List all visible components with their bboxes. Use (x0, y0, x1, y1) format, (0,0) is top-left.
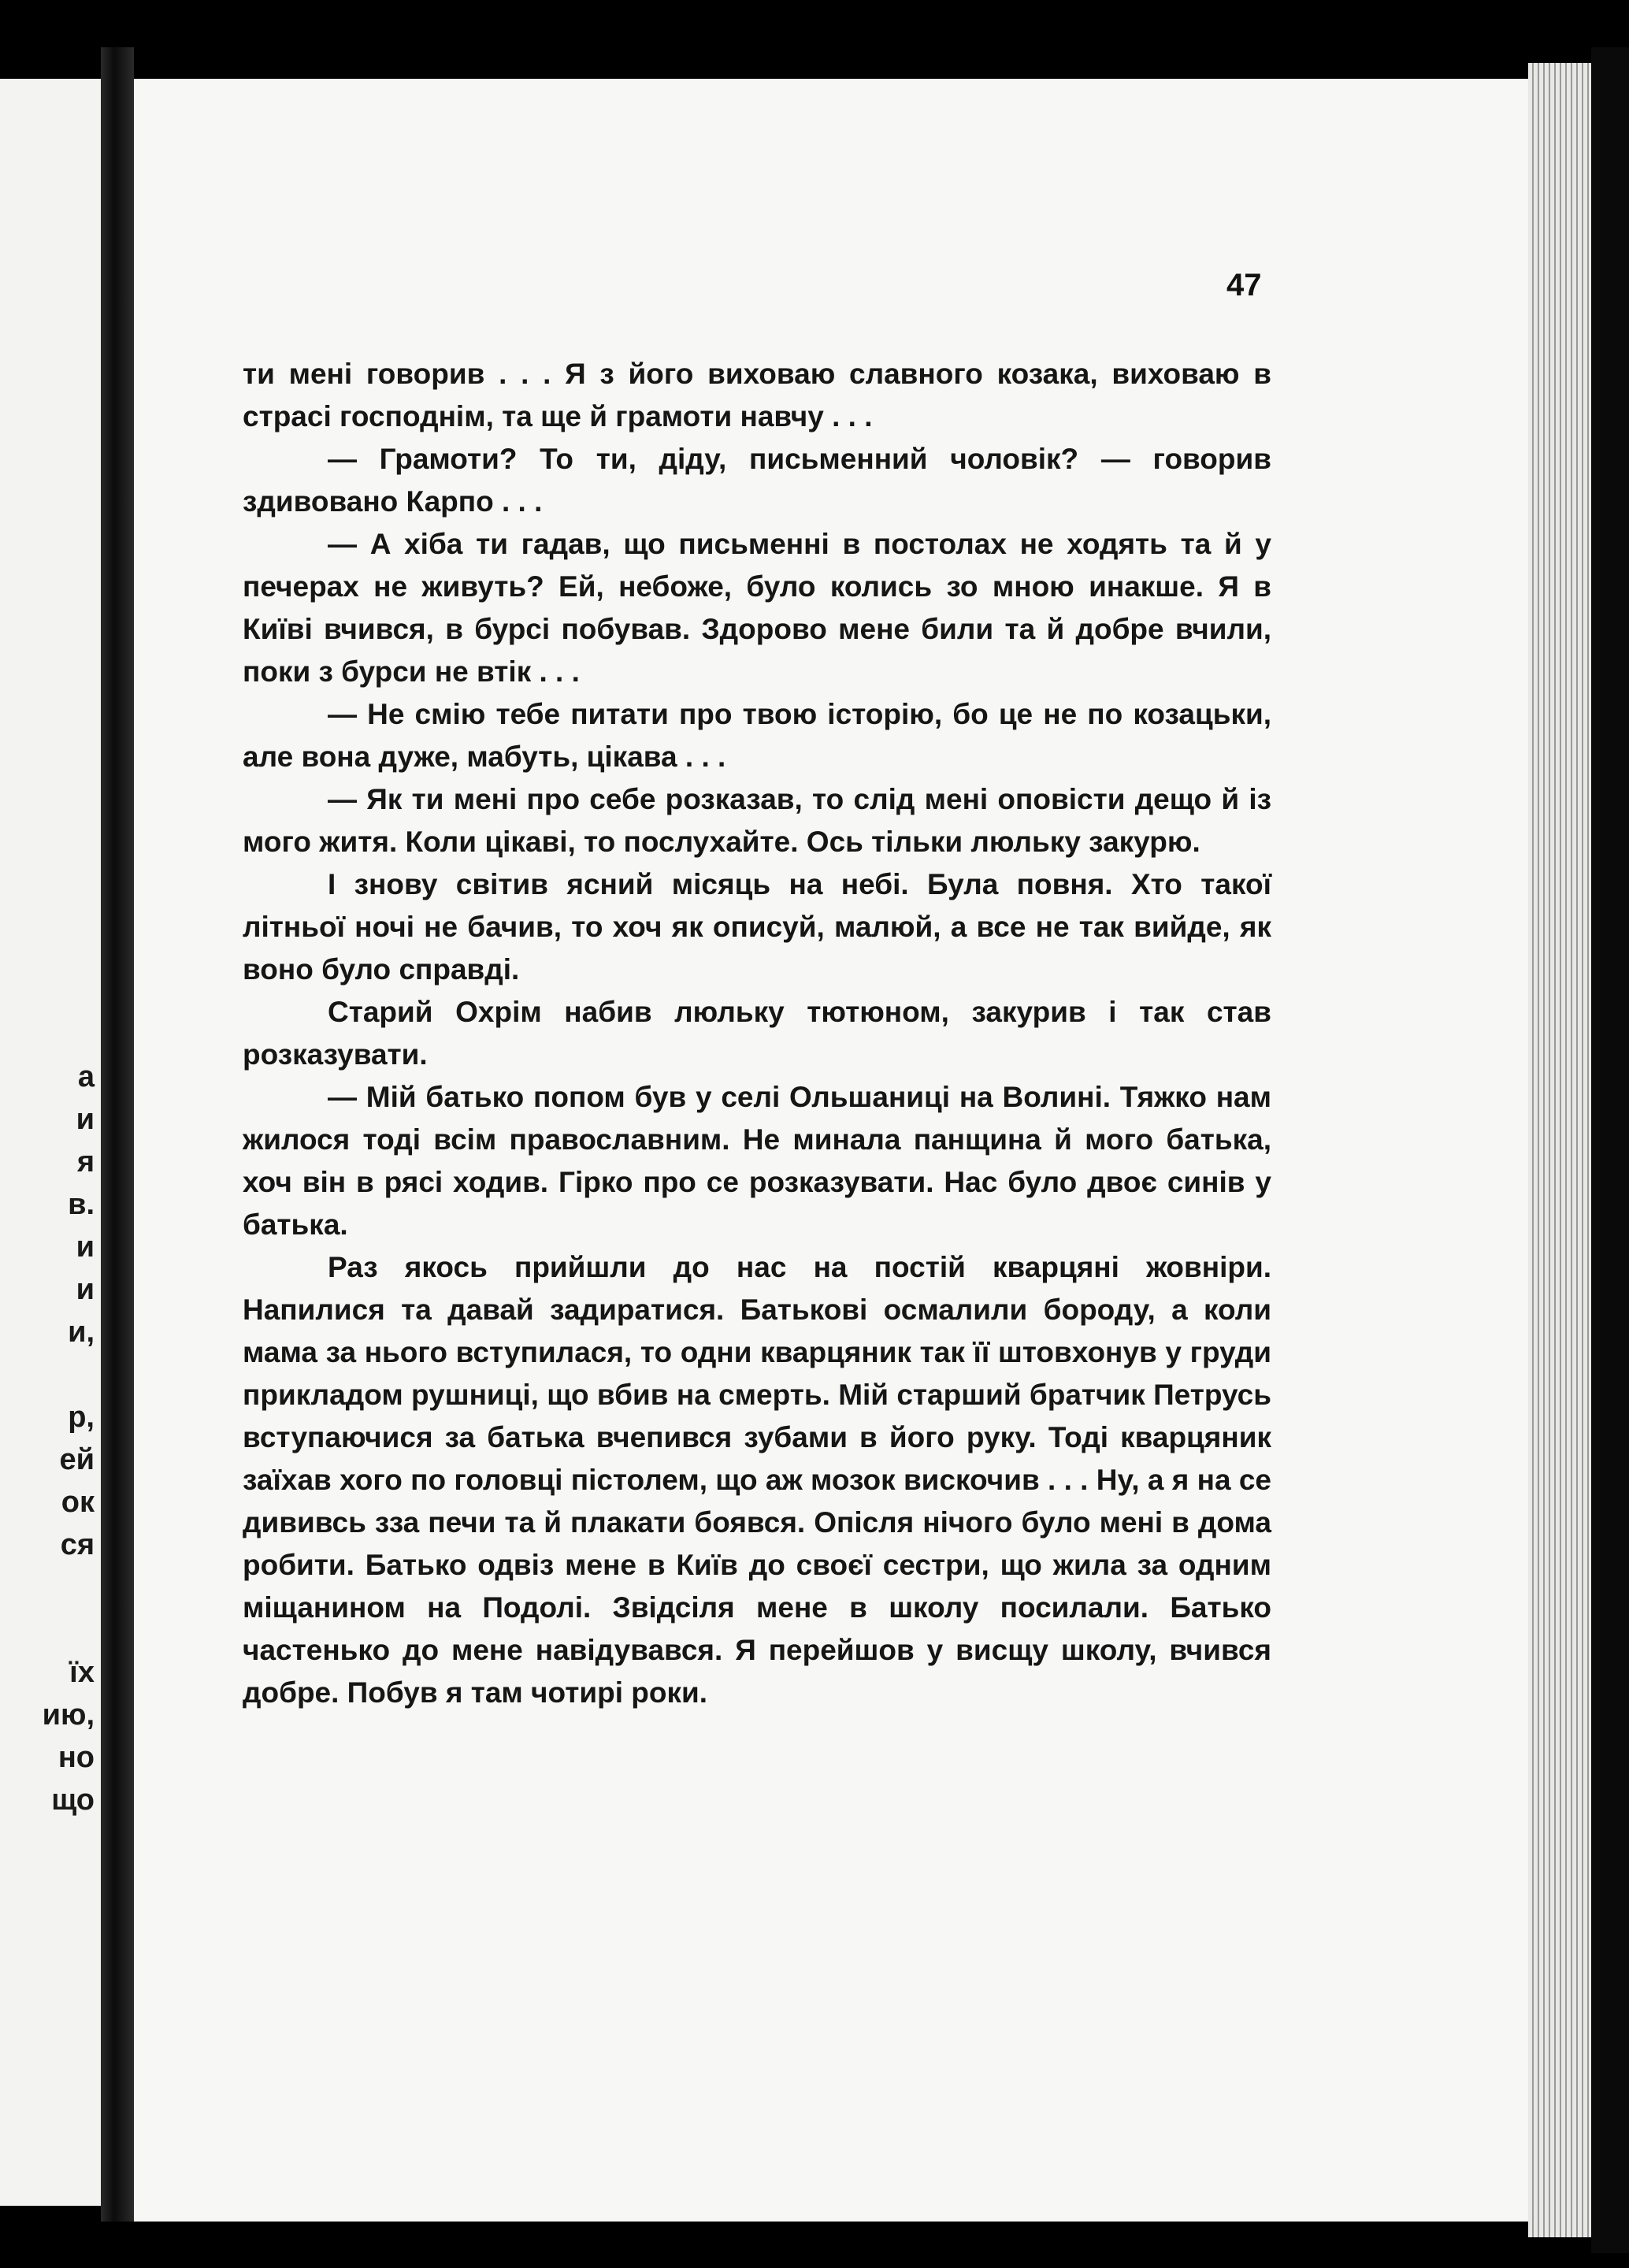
page-stack-edges (1528, 63, 1591, 2237)
paragraph: — А хіба ти гадав, що письменні в постолах не ходять та й у печерах не живуть? Ей, небоже, було колись зо мною инакше. Я в Київі вчився, в бурсі побував. Здорово мене били та й добре вчили, поки з бурси не втік . . . (243, 528, 1271, 688)
left-page-fragment: и (76, 1273, 95, 1306)
paragraph: — Як ти мені про себе розказав, то слід мені оповісти дещо й із мого житя. Коли цікаві, то послухайте. Ось тільки люльку закурю. (243, 783, 1271, 858)
paragraph: Раз якось прийшли до нас на постій кварцяні жовніри. Напилися та давай задиратися. Батькові осмалили бороду, а коли мама за нього вступилася, то одни кварцяник так її штовхонув у груди прикладом рушниці, що вбив на смерть. Мій старший братчик Петрусь вступаючися за батька вчепився зубами в його руку. Тоді кварцяник заїхав хого по головці пістолем, що аж мозок вискочив . . . Ну, а я на се дививсь зза печи та й плакати боявся. Опісля нічого було мені в дома робити. Батько одвіз мене в Київ до своєї сестри, що жила за одним міщанином на Подолі. Звідсіля мене в школу посилали. Батько частенько до мене навідувався. Я перейшов у висщу школу, вчився добре. Побув я там чотирі роки. (243, 1251, 1271, 1709)
paragraph: Старий Охрім набив люльку тютюном, закурив і так став розказувати. (243, 996, 1271, 1071)
left-page-fragment: ию, (42, 1698, 95, 1732)
left-page-fragment: и (76, 1231, 95, 1264)
paragraph: — Грамоти? То ти, діду, письменний чоловік? — говорив здивовано Карпо . . . (243, 443, 1271, 518)
left-page-fragment: р, (68, 1401, 95, 1434)
paragraph: — Не смію тебе питати про твою історію, бо це не по козацьки, але вона дуже, мабуть, цікава . . . (243, 698, 1271, 773)
left-page-fragment: ок (61, 1486, 95, 1519)
left-page-fragment: що (51, 1784, 95, 1817)
page-body-text (243, 353, 1271, 1714)
paragraph: — Мій батько попом був у селі Ольшаниці на Волині. Тяжко нам жилося тоді всім православним. Не минала панщина й мого батька, хоч він в рясі ходив. Гірко про се розказувати. Нас було двоє синів у батька. (243, 1081, 1271, 1241)
paragraph: І знову світив ясний місяць на небі. Була повня. Хто такої літньої ночі не бачив, то хоч як описуй, малюй, а все не так вийде, як воно було справді. (243, 868, 1271, 986)
paragraph: ти мені говорив . . . Я з його виховаю славного козака, виховаю в страсі господнім, та ще й грамоти навчу . . . (243, 358, 1271, 432)
left-page-fragment: я (76, 1145, 95, 1179)
previous-page-edge (0, 79, 101, 2206)
left-page-fragment: ся (60, 1528, 95, 1561)
left-page-fragment: їх (69, 1656, 95, 1689)
left-page-fragment: а (77, 1060, 95, 1093)
left-page-fragment: но (58, 1741, 95, 1774)
scan-border (1591, 47, 1629, 2253)
page-number: 47 (1226, 268, 1262, 303)
left-page-fragment: ей (59, 1443, 95, 1476)
left-page-fragment: и, (68, 1316, 95, 1349)
left-page-fragment: и (76, 1103, 95, 1136)
left-page-fragment: в. (68, 1188, 95, 1221)
book-gutter (101, 47, 134, 2222)
